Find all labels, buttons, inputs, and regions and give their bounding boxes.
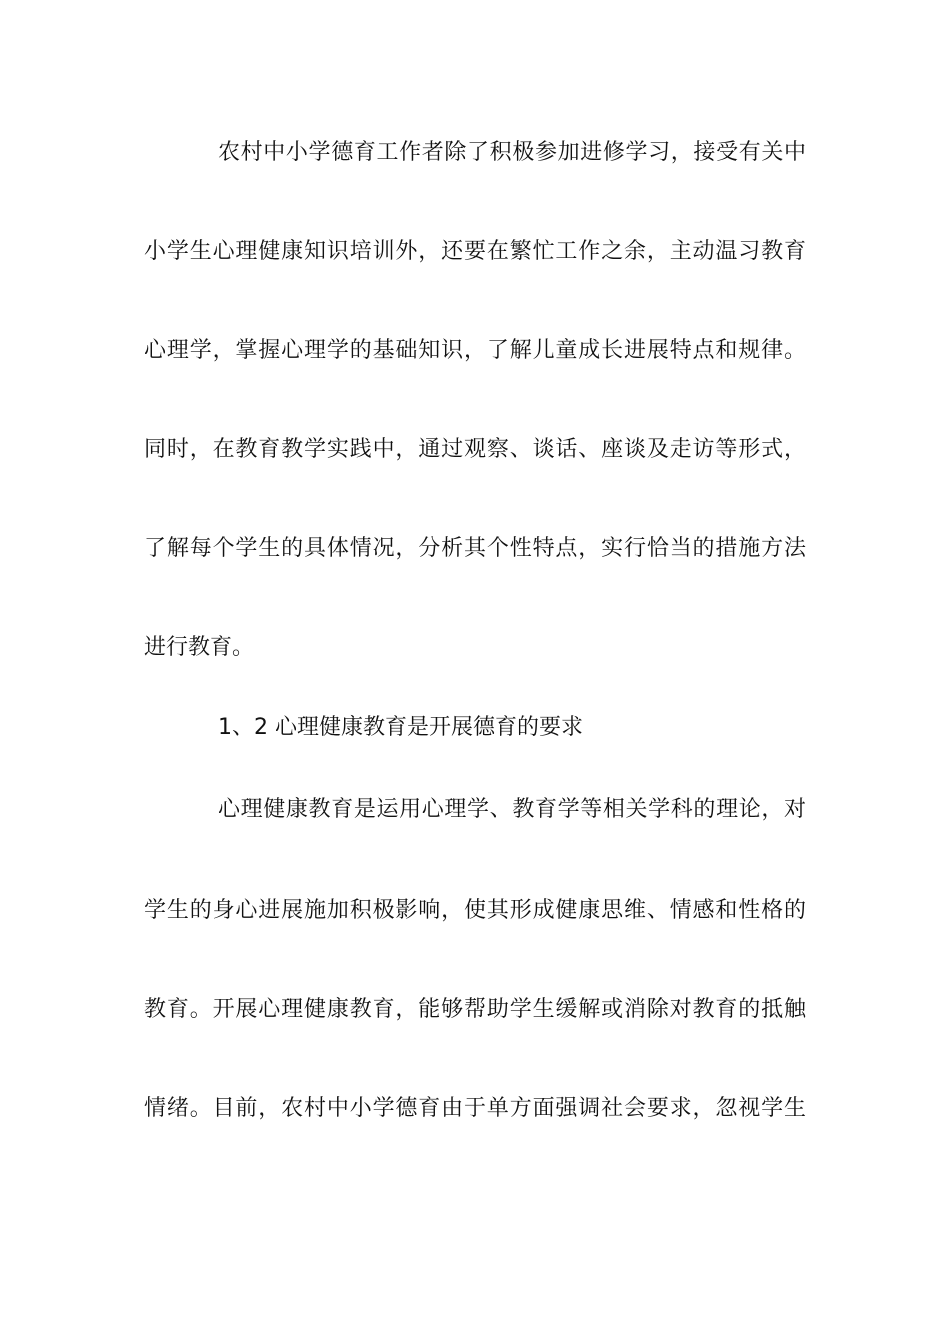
paragraph-1-line-6: 进行教育。 [144,635,255,660]
paragraph-1-line-5: 了解每个学生的具体情况，分析其个性特点，实行恰当的措施方法 [144,536,806,561]
paragraph-1-line-2: 小学生心理健康知识培训外，还要在繁忙工作之余，主动温习教育 [144,239,806,264]
paragraph-2-line-1: 心理健康教育是运用心理学、教育学等相关学科的理论，对 [218,797,806,822]
paragraph-1-line-4: 同时，在教育教学实践中，通过观察、谈话、座谈及走访等形式， [144,437,806,462]
paragraph-2-line-4: 情绪。目前，农村中小学德育由于单方面强调社会要求，忽视学生 [144,1096,806,1121]
paragraph-1-line-1: 农村中小学德育工作者除了积极参加进修学习，接受有关中 [218,140,806,165]
paragraph-2-line-2: 学生的身心进展施加积极影响，使其形成健康思维、情感和性格的 [144,898,806,923]
paragraph-2-line-3: 教育。开展心理健康教育，能够帮助学生缓解或消除对教育的抵触 [144,997,806,1022]
section-heading: 1、2 心理健康教育是开展德育的要求 [218,715,583,740]
paragraph-1-line-3: 心理学，掌握心理学的基础知识，了解儿童成长进展特点和规律。 [144,338,806,363]
